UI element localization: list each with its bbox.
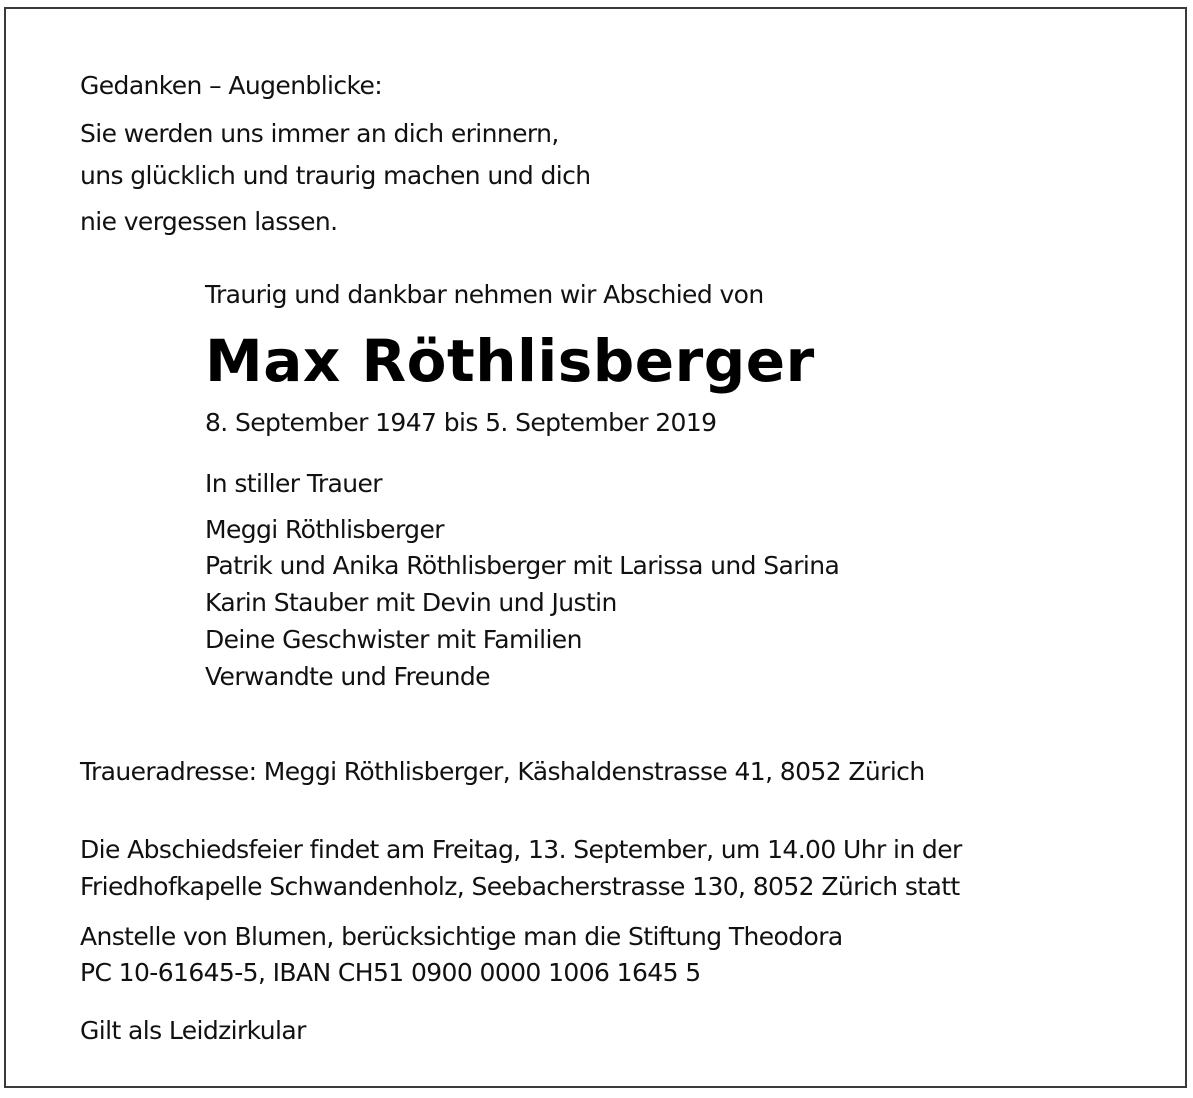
mourner-name: Karin Stauber mit Devin und Justin bbox=[205, 588, 617, 617]
life-dates: 8. September 1947 bis 5. September 2019 bbox=[205, 408, 717, 437]
mourning-address: Traueradresse: Meggi Röthlisberger, Käshaldenstrasse 41, 8052 Zürich bbox=[80, 757, 925, 786]
deceased-name: Max Röthlisberger bbox=[205, 327, 815, 395]
footer-note: Gilt als Leidzirkular bbox=[80, 1016, 306, 1045]
motto-line: uns glücklich und traurig machen und dich bbox=[80, 161, 591, 190]
motto-heading: Gedanken – Augenblicke: bbox=[80, 71, 383, 100]
donation-line: PC 10-61645-5, IBAN CH51 0900 0000 1006 1645 5 bbox=[80, 958, 701, 987]
ceremony-line: Friedhofkapelle Schwandenholz, Seebacherstrasse 130, 8052 Zürich statt bbox=[80, 872, 960, 901]
mourner-name: Patrik und Anika Röthlisberger mit Larissa und Sarina bbox=[205, 551, 840, 580]
mourner-name: Verwandte und Freunde bbox=[205, 662, 490, 691]
motto-line: nie vergessen lassen. bbox=[80, 207, 338, 236]
farewell-intro: Traurig und dankbar nehmen wir Abschied von bbox=[205, 280, 764, 309]
mourner-name: Deine Geschwister mit Familien bbox=[205, 625, 582, 654]
ceremony-line: Die Abschiedsfeier findet am Freitag, 13. September, um 14.00 Uhr in der bbox=[80, 835, 962, 864]
mourners-heading: In stiller Trauer bbox=[205, 469, 382, 498]
motto-line: Sie werden uns immer an dich erinnern, bbox=[80, 119, 559, 148]
donation-line: Anstelle von Blumen, berücksichtige man die Stiftung Theodora bbox=[80, 922, 843, 951]
mourner-name: Meggi Röthlisberger bbox=[205, 515, 444, 544]
